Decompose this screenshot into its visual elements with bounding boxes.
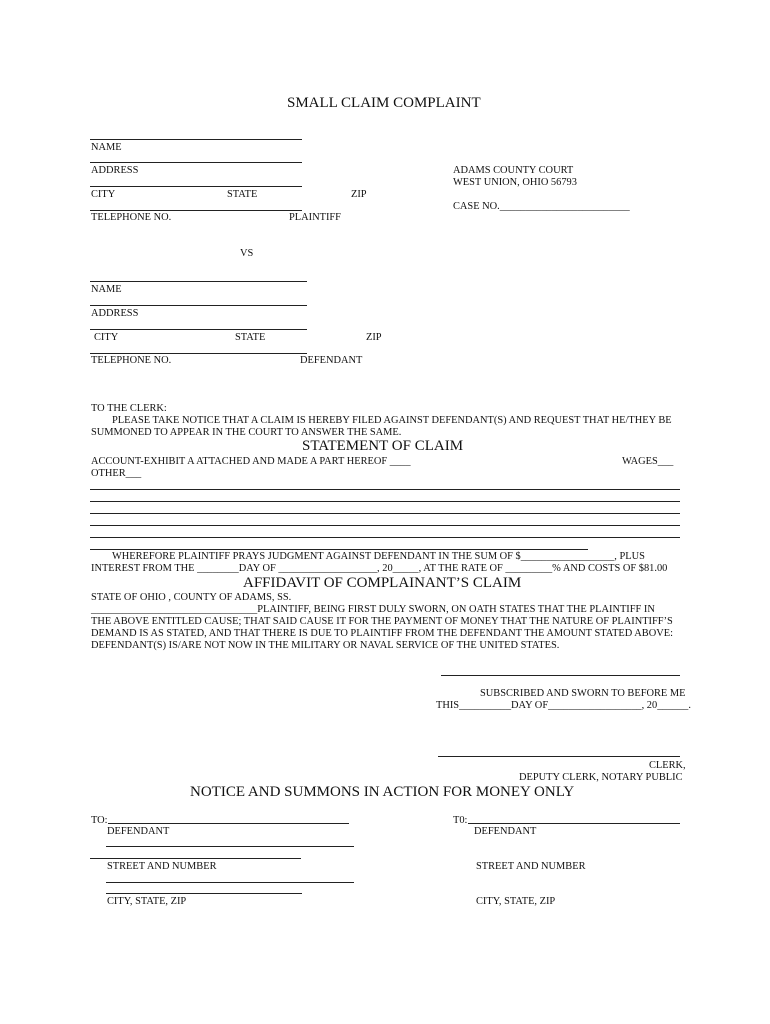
- plaintiff-address-label: ADDRESS: [91, 165, 139, 176]
- summons-left-line-3[interactable]: [90, 858, 301, 859]
- summons-left-street-label: STREET AND NUMBER: [107, 861, 217, 872]
- plaintiff-city-label: CITY: [91, 189, 116, 200]
- plaintiff-telephone-line[interactable]: [90, 210, 302, 211]
- wages-field[interactable]: WAGES___: [622, 456, 674, 467]
- summons-left-to-label: TO:: [91, 815, 108, 826]
- wherefore-line-1[interactable]: WHEREFORE PLAINTIFF PRAYS JUDGMENT AGAINST DEFENDANT IN THE SUM OF $__________________, PLUS: [112, 551, 645, 562]
- statement-of-claim-heading: STATEMENT OF CLAIM: [302, 438, 464, 454]
- wherefore-line-2[interactable]: INTEREST FROM THE ________DAY OF ___________________, 20_____, AT THE RATE OF _________% AND COSTS OF $81.00: [91, 563, 668, 574]
- state-county-line: STATE OF OHIO , COUNTY OF ADAMS, SS.: [91, 592, 292, 603]
- account-exhibit-field[interactable]: ACCOUNT-EXHIBIT A ATTACHED AND MADE A PART HEREOF ____: [91, 456, 411, 467]
- defendant-name-label: NAME: [91, 284, 122, 295]
- summons-right-city-label: CITY, STATE, ZIP: [476, 896, 556, 907]
- summons-left-to-line[interactable]: [108, 823, 349, 824]
- other-field[interactable]: OTHER___: [91, 468, 142, 479]
- summons-right-to-label: T0:: [453, 815, 468, 826]
- plaintiff-address-line[interactable]: [90, 162, 302, 163]
- summons-right-defendant-label: DEFENDANT: [474, 826, 537, 837]
- defendant-city-label: CITY: [94, 332, 119, 343]
- summons-left-city-label: CITY, STATE, ZIP: [107, 896, 187, 907]
- defendant-name-line[interactable]: [90, 281, 307, 282]
- defendant-address-label: ADDRESS: [91, 308, 139, 319]
- versus-label: VS: [240, 248, 254, 259]
- claim-line-6[interactable]: [90, 549, 588, 550]
- defendant-telephone-label: TELEPHONE NO.: [91, 355, 172, 366]
- claim-line-3[interactable]: [90, 513, 680, 514]
- affidavit-line-1[interactable]: ________________________________PLAINTIFF, BEING FIRST DULY SWORN, ON OATH STATES THAT THE PLAINTIFF IN: [91, 604, 655, 615]
- defendant-zip-label: ZIP: [366, 332, 382, 343]
- defendant-telephone-line[interactable]: [90, 353, 307, 354]
- summons-heading: NOTICE AND SUMMONS IN ACTION FOR MONEY ONLY: [190, 784, 575, 800]
- summons-right-street-label: STREET AND NUMBER: [476, 861, 586, 872]
- summons-right-to-line[interactable]: [468, 823, 680, 824]
- complainant-signature-line[interactable]: [441, 675, 680, 676]
- claim-line-5[interactable]: [90, 537, 680, 538]
- affidavit-line-3: DEMAND IS AS STATED, AND THAT THERE IS DUE TO PLAINTIFF FROM THE DEFENDANT THE AMOUNT STATED ABOVE:: [91, 628, 673, 639]
- to-clerk-label: TO THE CLERK:: [91, 403, 167, 414]
- plaintiff-telephone-label: TELEPHONE NO.: [91, 212, 172, 223]
- page-title: SMALL CLAIM COMPLAINT: [287, 95, 481, 111]
- clerk-notice-line-2: SUMMONED TO APPEAR IN THE COURT TO ANSWER THE SAME.: [91, 427, 402, 438]
- defendant-city-line[interactable]: [90, 329, 307, 330]
- defendant-address-line[interactable]: [90, 305, 307, 306]
- summons-left-line-4[interactable]: [106, 882, 354, 883]
- clerk-signature-line[interactable]: [438, 756, 680, 757]
- claim-line-2[interactable]: [90, 501, 680, 502]
- summons-left-defendant-label: DEFENDANT: [107, 826, 170, 837]
- deputy-clerk-label: DEPUTY CLERK, NOTARY PUBLIC: [519, 772, 683, 783]
- case-number-blank[interactable]: _________________________: [499, 201, 630, 212]
- case-number-field[interactable]: [453, 201, 630, 213]
- subscribed-sworn-text: SUBSCRIBED AND SWORN TO BEFORE ME: [480, 688, 686, 699]
- plaintiff-role-label: PLAINTIFF: [289, 212, 341, 223]
- clerk-notice-line-1: PLEASE TAKE NOTICE THAT A CLAIM IS HEREBY FILED AGAINST DEFENDANT(S) AND REQUEST THAT HE/THEY BE: [112, 415, 672, 426]
- affidavit-line-2: THE ABOVE ENTITLED CAUSE; THAT SAID CAUSE IT FOR THE PAYMENT OF MONEY THAT THE NATURE OF PLAINTIFF’S: [91, 616, 673, 627]
- plaintiff-name-line[interactable]: [90, 139, 302, 140]
- defendant-role-label: DEFENDANT: [300, 355, 363, 366]
- claim-line-1[interactable]: [90, 489, 680, 490]
- plaintiff-city-line[interactable]: [90, 186, 302, 187]
- affidavit-line-4: DEFENDANT(S) IS/ARE NOT NOW IN THE MILITARY OR NAVAL SERVICE OF THE UNITED STATES.: [91, 640, 560, 651]
- court-location: WEST UNION, OHIO 56793: [453, 177, 577, 188]
- defendant-state-label: STATE: [235, 332, 266, 343]
- clerk-label: CLERK,: [649, 760, 686, 771]
- summons-left-line-5[interactable]: [106, 893, 302, 894]
- plaintiff-name-label: NAME: [91, 142, 122, 153]
- affidavit-heading: AFFIDAVIT OF COMPLAINANT’S CLAIM: [243, 575, 522, 591]
- this-day-field[interactable]: THIS__________DAY OF__________________, 20______.: [436, 700, 691, 711]
- case-number-label: CASE NO.: [453, 201, 500, 212]
- claim-line-4[interactable]: [90, 525, 680, 526]
- court-name: ADAMS COUNTY COURT: [453, 165, 574, 176]
- plaintiff-zip-label: ZIP: [351, 189, 367, 200]
- summons-left-line-2[interactable]: [106, 846, 354, 847]
- plaintiff-state-label: STATE: [227, 189, 258, 200]
